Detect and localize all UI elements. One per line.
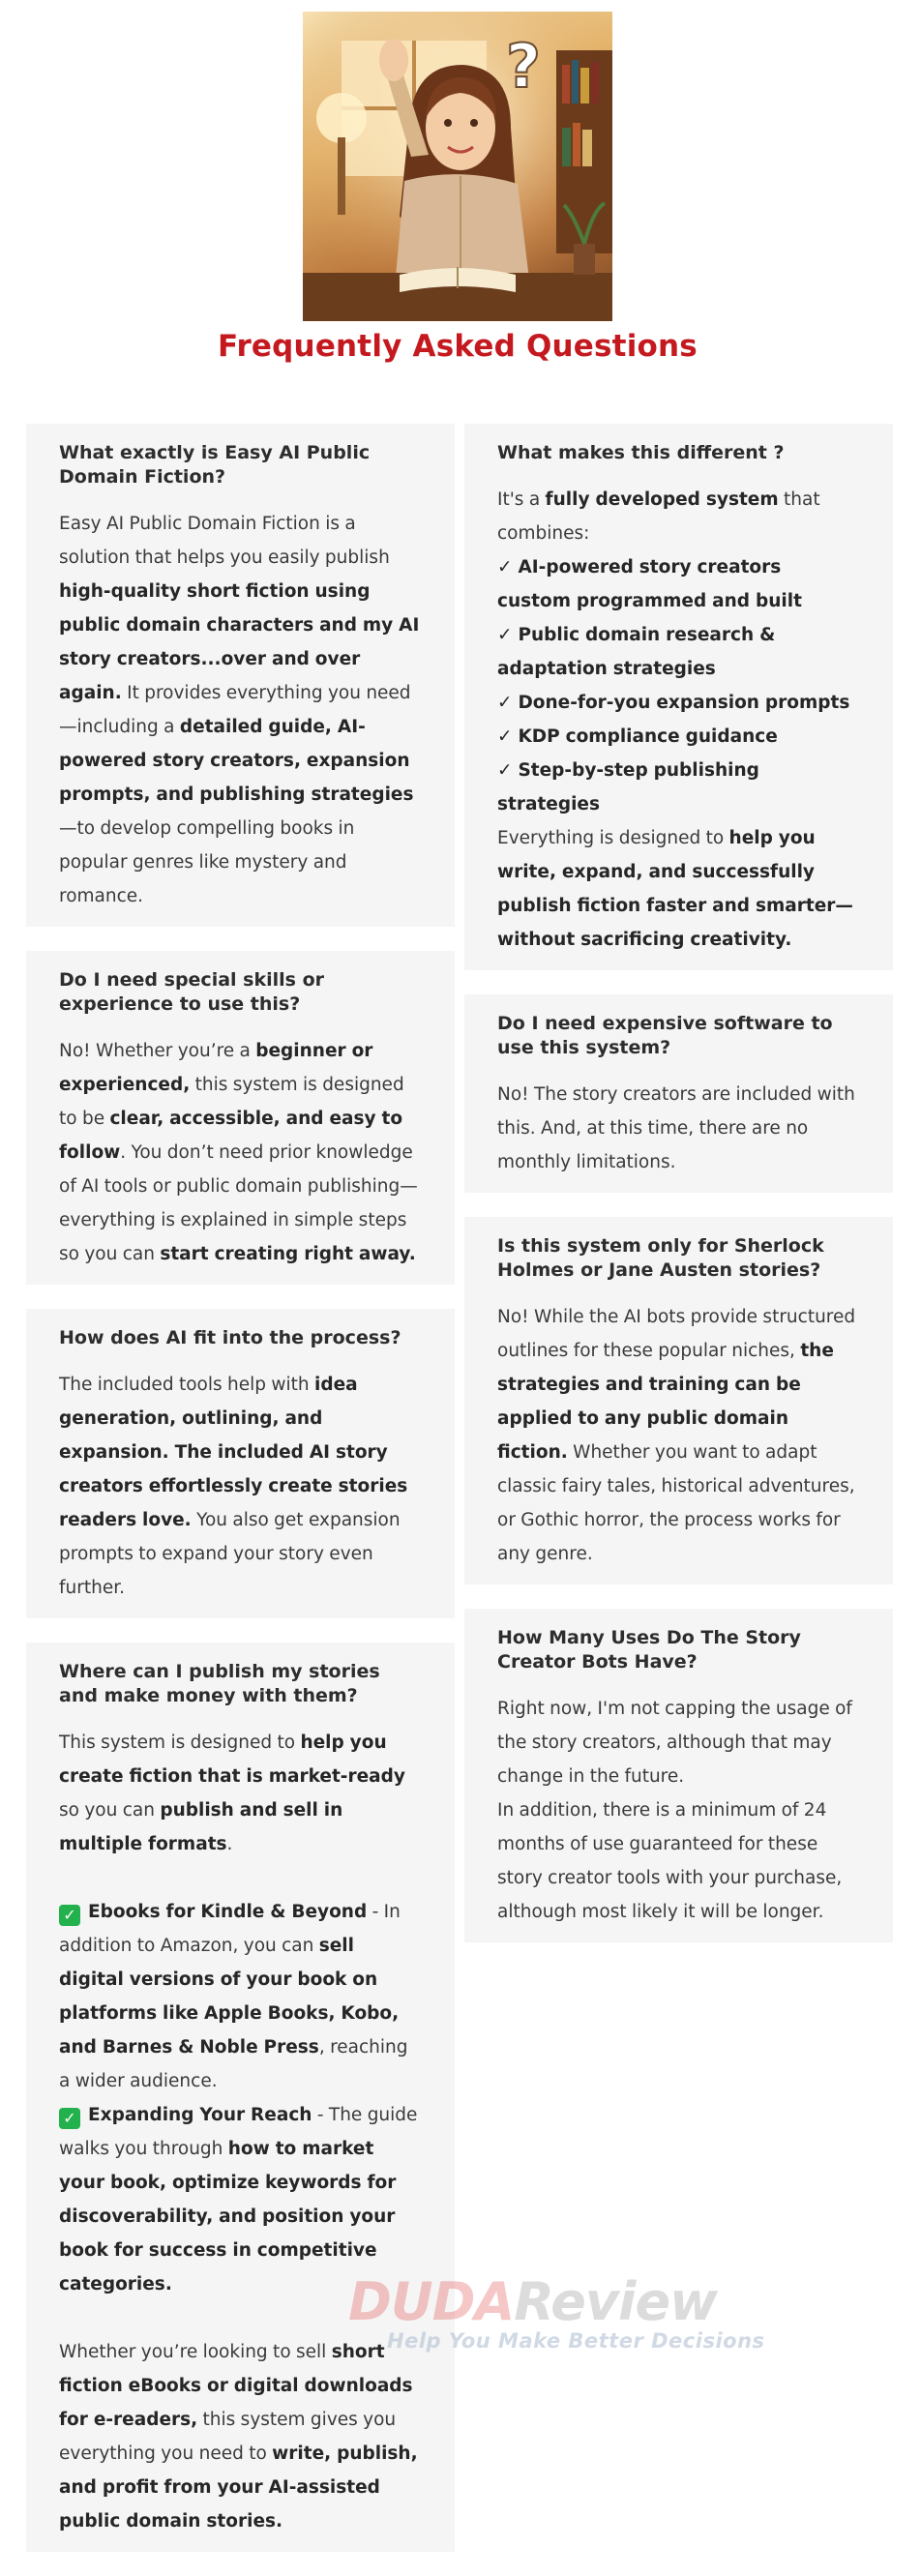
faq-question: Is this system only for Sherlock Holmes or Jane Austen stories? bbox=[497, 1235, 824, 1281]
check-mark-icon: ✓ bbox=[59, 2108, 80, 2129]
answer-text-bold: short fiction eBooks or digital downloads for e-readers, bbox=[59, 2342, 413, 2430]
answer-text: . You don’t need prior knowledge of AI tools or public domain publishing—everything is explained in simple steps so you can bbox=[59, 1142, 418, 1264]
answer-text: No! While the AI bots provide structured outlines for these popular niches, bbox=[497, 1307, 856, 1361]
answer-text-bold: fully developed system bbox=[545, 489, 779, 510]
faq-answer bbox=[497, 1078, 860, 1179]
faq-card bbox=[26, 424, 455, 927]
answer-text-bold: sell digital versions of your book on platforms like Apple Books, Kobo, and Barnes & Noble Press bbox=[59, 1936, 400, 2058]
answer-text-bold: detailed guide, AI-powered story creators, expansion prompts, and publishing strategies bbox=[59, 717, 414, 805]
hero-illustration bbox=[303, 12, 612, 321]
answer-text-bold: start creating right away. bbox=[160, 1244, 416, 1264]
watermark-brand: DUDA bbox=[348, 2271, 515, 2332]
faq-answer bbox=[59, 507, 422, 913]
faq-question: Do I need expensive software to use this system? bbox=[497, 1013, 833, 1058]
answer-text: In addition, there is a minimum of 24 months of use guaranteed for these story creator tools with your purchase, although most likely it will be longer. bbox=[497, 1800, 843, 1922]
faq-card bbox=[464, 1609, 893, 1942]
answer-text: It provides everything you need—including a bbox=[59, 683, 411, 737]
check-mark-icon: ✓ bbox=[59, 1905, 80, 1926]
faq-question: How does AI fit into the process? bbox=[59, 1327, 401, 1348]
answer-text: , reaching a wider audience. bbox=[59, 2037, 408, 2091]
svg-text:?: ? bbox=[506, 31, 541, 102]
answer-text: - In addition to Amazon, you can bbox=[59, 1902, 401, 1956]
answer-text-bold: ✓ KDP compliance guidance bbox=[497, 726, 778, 747]
faq-card bbox=[464, 1217, 893, 1584]
answer-text: No! Whether you’re a bbox=[59, 1041, 256, 1061]
faq-answer bbox=[497, 1300, 860, 1571]
answer-text-bold: write, publish, and profit from your AI-assisted public domain stories. bbox=[59, 2443, 418, 2532]
watermark-tagline: Help You Make Better Decisions bbox=[387, 2329, 765, 2353]
faq-answer bbox=[497, 483, 860, 957]
answer-text: this system is designed to be bbox=[59, 1075, 404, 1129]
answer-text-bold: help you create fiction that is market-ready bbox=[59, 1732, 405, 1787]
answer-text-bold: ✓ Public domain research & adaptation strategies bbox=[497, 625, 776, 679]
faq-answer bbox=[59, 1726, 422, 2538]
answer-text-bold: publish and sell in multiple formats bbox=[59, 1800, 343, 1854]
answer-text: Whether you’re looking to sell bbox=[59, 2342, 332, 2362]
page-title: Frequently Asked Questions bbox=[218, 329, 698, 364]
answer-text: so you can bbox=[59, 1800, 161, 1821]
watermark-brand-suffix: Review bbox=[514, 2271, 718, 2332]
answer-text-bold: help you write, expand, and successfully publish fiction faster and smarter—without sacrificing creativity. bbox=[497, 828, 853, 950]
faq-question: Where can I publish my stories and make money with them? bbox=[59, 1661, 380, 1706]
faq-card bbox=[26, 1309, 455, 1618]
answer-text: The included tools help with bbox=[59, 1375, 314, 1395]
answer-text: —to develop compelling books in popular genres like mystery and romance. bbox=[59, 818, 355, 906]
answer-text: this system gives you everything you need to bbox=[59, 2410, 397, 2464]
faq-question: What exactly is Easy AI Public Domain Fiction? bbox=[59, 442, 371, 488]
answer-text-bold: ✓ Step-by-step publishing strategies bbox=[497, 760, 759, 814]
faq-card bbox=[464, 424, 893, 970]
faq-answer bbox=[59, 1034, 422, 1271]
answer-text-bold: beginner or experienced, bbox=[59, 1041, 373, 1095]
faq-answer bbox=[497, 1692, 860, 1929]
faq-question: Do I need special skills or experience to use this? bbox=[59, 969, 324, 1015]
answer-text: Whether you want to adapt classic fairy tales, historical adventures, or Gothic horror, the process works for any genre. bbox=[497, 1442, 855, 1564]
answer-text: You also get expansion prompts to expand your story even further. bbox=[59, 1510, 401, 1598]
answer-text: Everything is designed to bbox=[497, 828, 729, 848]
answer-text: It's a bbox=[497, 489, 546, 510]
answer-text-bold: clear, accessible, and easy to follow bbox=[59, 1109, 403, 1163]
faq-column-right bbox=[464, 424, 893, 1967]
answer-text: - The guide walks you through bbox=[59, 2105, 418, 2159]
faq-question: What makes this different ? bbox=[497, 442, 785, 463]
answer-text-bold: the strategies and training can be applied to any public domain fiction. bbox=[497, 1341, 834, 1463]
answer-text-bold: high-quality short fiction using public domain characters and my AI story creators...over and over again. bbox=[59, 581, 420, 703]
answer-text: . bbox=[226, 1834, 233, 1854]
faq-column-left bbox=[26, 424, 455, 2576]
answer-text: Right now, I'm not capping the usage of the story creators, although that may change in the future. bbox=[497, 1699, 852, 1787]
faq-card bbox=[464, 994, 893, 1193]
answer-text-bold: Ebooks for Kindle & Beyond bbox=[88, 1902, 368, 1922]
answer-text-bold: ✓ AI-powered story creators custom programmed and built bbox=[497, 557, 802, 611]
answer-text: No! The story creators are included with this. And, at this time, there are no monthly limitations. bbox=[497, 1084, 855, 1172]
answer-text-bold: ✓ Done-for-you expansion prompts bbox=[497, 693, 850, 713]
answer-text-bold: idea generation, outlining, and expansion. The included AI story creators effortlessly create stories readers love. bbox=[59, 1375, 408, 1530]
answer-text-bold: Expanding Your Reach bbox=[88, 2105, 312, 2125]
woman-raising-hand-image bbox=[303, 12, 612, 321]
answer-text: This system is designed to bbox=[59, 1732, 301, 1753]
faq-card bbox=[26, 951, 455, 1285]
faq-question: How Many Uses Do The Story Creator Bots Have? bbox=[497, 1627, 801, 1673]
faq-answer bbox=[59, 1368, 422, 1605]
answer-text-bold: how to market your book, optimize keywords for discoverability, and position your book for success in competitive categories. bbox=[59, 2139, 397, 2295]
answer-text: that combines: bbox=[497, 489, 820, 544]
answer-text: Easy AI Public Domain Fiction is a solution that helps you easily publish bbox=[59, 514, 390, 568]
faq-card bbox=[26, 1643, 455, 2552]
